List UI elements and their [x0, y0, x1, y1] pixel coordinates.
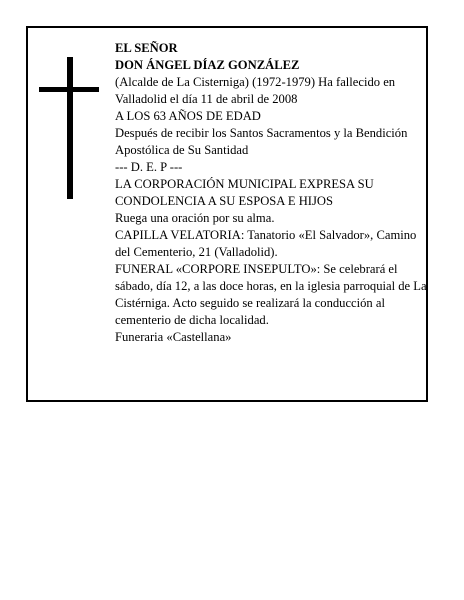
rip-line: --- D. E. P ---	[115, 160, 183, 174]
obituary-notice	[26, 26, 428, 402]
sacraments-text: Después de recibir los Santos Sacramentos y la Bendición Apostólica de Su Santidad	[115, 126, 408, 157]
cross-icon	[67, 57, 73, 199]
cross-icon-arm	[39, 87, 99, 92]
biography: (Alcalde de La Cisterniga) (1972-1979) Ha fallecido en Valladolid el día 11 de abril de 2008	[115, 75, 396, 106]
notice-title: EL SEÑOR	[115, 41, 178, 55]
condolence-text: LA CORPORACIÓN MUNICIPAL EXPRESA SU CONDOLENCIA A SU ESPOSA E HIJOS	[115, 177, 374, 208]
wake-location: CAPILLA VELATORIA: Tanatorio «El Salvador», Camino del Cementerio, 21 (Valladolid).	[115, 228, 417, 259]
deceased-name: DON ÁNGEL DÍAZ GONZÁLEZ	[115, 58, 300, 72]
funeral-home: Funeraria «Castellana»	[115, 330, 232, 344]
funeral-details: FUNERAL «CORPORE INSEPULTO»: Se celebrará el sábado, día 12, a las doce horas, en la iglesia parroquial de La Cistérniga. Acto seguido se realizará la conducción al cementerio de dicha localidad.	[115, 262, 427, 327]
obituary-text	[115, 40, 427, 346]
age: A LOS 63 AÑOS DE EDAD	[115, 109, 261, 123]
prayer-request: Ruega una oración por su alma.	[115, 211, 275, 225]
